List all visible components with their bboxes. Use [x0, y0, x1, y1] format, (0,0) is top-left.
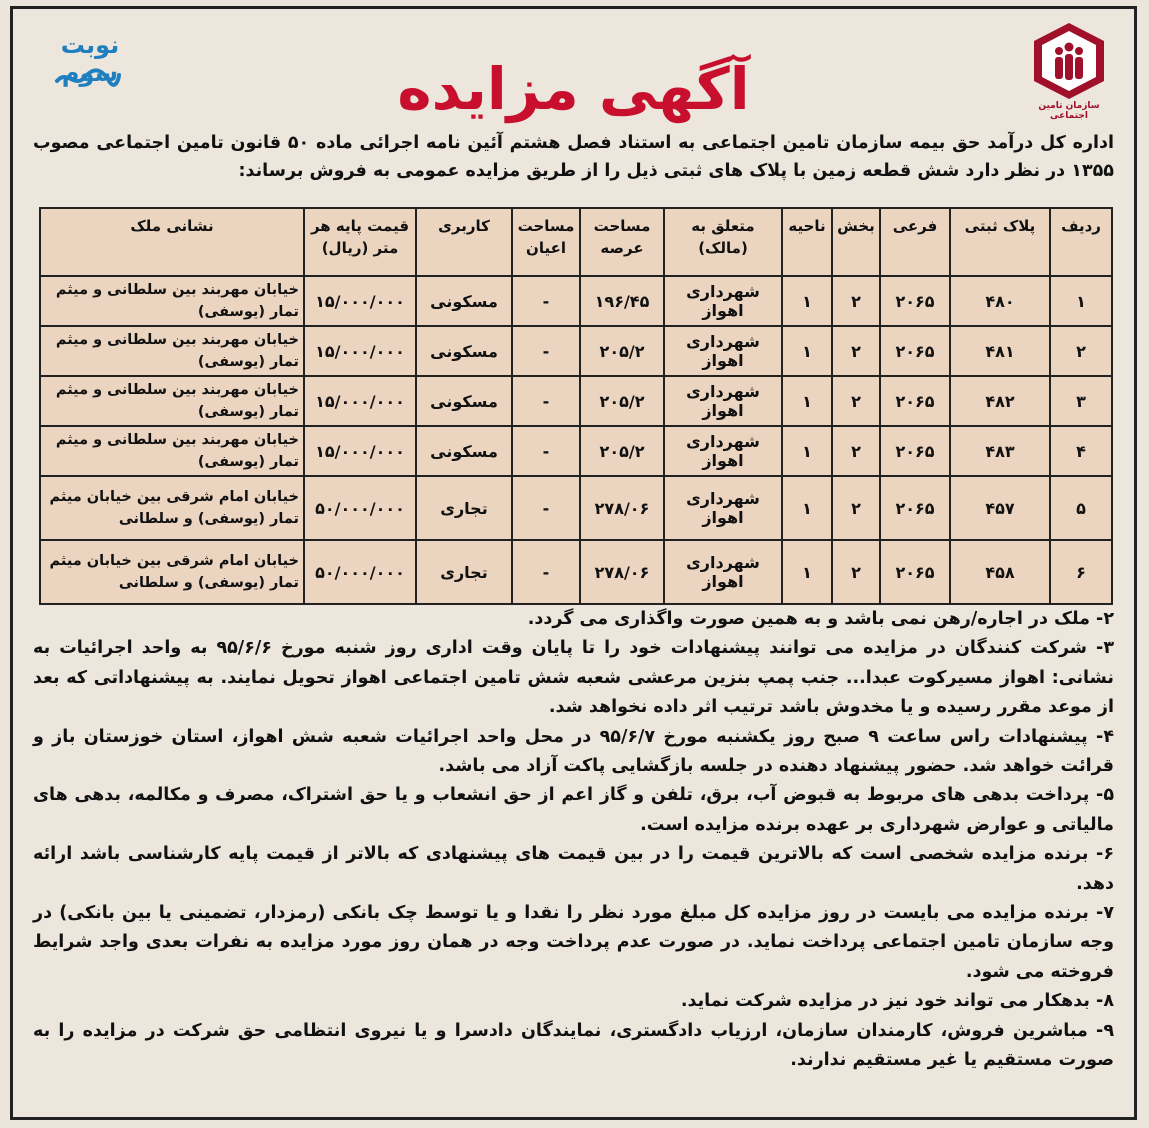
table-row — [40, 376, 1112, 426]
cell-building-area: - — [512, 426, 580, 476]
cell-owner: شهرداری اهواز — [664, 426, 782, 476]
cell-usage: تجاری — [416, 476, 512, 540]
cell-address: خیابان امام شرقی بین خیابان میثم تمار (یوسفی) و سلطانی — [40, 476, 304, 540]
cell-section: ۲ — [832, 476, 880, 540]
cell-usage: مسکونی — [416, 376, 512, 426]
cell-section: ۲ — [832, 426, 880, 476]
ad-page — [10, 6, 1137, 1120]
cell-price: ۱۵/۰۰۰/۰۰۰ — [304, 426, 416, 476]
cell-address: خیابان مهربند بین سلطانی و میثم تمار (یوسفی) — [40, 326, 304, 376]
cell-land-area: ۲۷۸/۰۶ — [580, 476, 664, 540]
cell-row-number: ۶ — [1050, 540, 1112, 604]
cell-usage: مسکونی — [416, 326, 512, 376]
cell-price: ۱۵/۰۰۰/۰۰۰ — [304, 326, 416, 376]
cell-land-area: ۲۷۸/۰۶ — [580, 540, 664, 604]
cell-owner: شهرداری اهواز — [664, 326, 782, 376]
term-item: ۳- شرکت کنندگان در مزایده می توانند پیشنهادات خود را تا پایان وقت اداری روز شنبه مورخ ۹۵/۶/۶ به واحد اجرائیات به نشانی: اهواز مسیرکوت عبدا... جنب پمپ بنزین مرعشی شعبه شش تامین اجتماعی اهواز تحویل نمایند. به پیشنهاداتی که بعد از موعد مقرر رسیده و یا مخدوش باشد ترتیب اثر داده نخواهد شد. — [33, 638, 1114, 718]
cell-building-area: - — [512, 540, 580, 604]
header-building-area: مساحت اعیان — [512, 208, 580, 276]
header-owner: متعلق به (مالک) — [664, 208, 782, 276]
cell-sub: ۲۰۶۵ — [880, 376, 950, 426]
table-row — [40, 426, 1112, 476]
cell-usage: تجاری — [416, 540, 512, 604]
properties-table — [39, 207, 1111, 605]
term-item: ۲- ملک در اجاره/رهن نمی باشد و به همین صورت واگذاری می گردد. — [527, 609, 1114, 629]
cell-sub: ۲۰۶۵ — [880, 276, 950, 326]
cell-district: ۱ — [782, 540, 832, 604]
cell-section: ۲ — [832, 376, 880, 426]
cell-sub: ۲۰۶۵ — [880, 540, 950, 604]
cell-address: خیابان مهربند بین سلطانی و میثم تمار (یوسفی) — [40, 276, 304, 326]
header-row-number: ردیف — [1050, 208, 1112, 276]
organization-logo — [1026, 19, 1112, 121]
cell-plaque: ۴۸۳ — [950, 426, 1050, 476]
header-price: قیمت پایه هر متر (ریال) — [304, 208, 416, 276]
cell-district: ۱ — [782, 326, 832, 376]
cell-building-area: - — [512, 276, 580, 326]
cell-usage: مسکونی — [416, 276, 512, 326]
cell-owner: شهرداری اهواز — [664, 540, 782, 604]
cell-plaque: ۴۵۸ — [950, 540, 1050, 604]
header-address: نشانی ملک — [40, 208, 304, 276]
cell-plaque: ۴۸۱ — [950, 326, 1050, 376]
cell-district: ۱ — [782, 426, 832, 476]
cell-section: ۲ — [832, 276, 880, 326]
cell-row-number: ۳ — [1050, 376, 1112, 426]
table-row — [40, 540, 1112, 604]
cell-price: ۱۵/۰۰۰/۰۰۰ — [304, 376, 416, 426]
cell-address: خیابان مهربند بین سلطانی و میثم تمار (یوسفی) — [40, 376, 304, 426]
term-item: ۵- پرداخت بدهی های مربوط به قبوض آب، برق، تلفن و گاز اعم از حق انشعاب و یا حق اشتراک، مصرف و مکالمه، بدهی های مالیاتی و عوارض شهرداری بر عهده برنده مزایده است. — [33, 785, 1114, 835]
terms-list — [33, 605, 1114, 1076]
cell-sub: ۲۰۶۵ — [880, 426, 950, 476]
term-item: ۹- مباشرین فروش، کارمندان سازمان، ارزیاب دادگستری، نمایندگان دادسرا و یا نیروی انتظامی حق شرکت در مزایده را به صورت مستقیم یا غیر مستقیم ندارند. — [33, 1020, 1114, 1071]
header — [13, 9, 1134, 121]
header-sub: فرعی — [880, 208, 950, 276]
round-label: نوبت سوم — [60, 31, 120, 87]
header-land-area: مساحت عرصه — [580, 208, 664, 276]
cell-price: ۵۰/۰۰۰/۰۰۰ — [304, 476, 416, 540]
table-row — [40, 326, 1112, 376]
cell-row-number: ۲ — [1050, 326, 1112, 376]
cell-land-area: ۲۰۵/۲ — [580, 376, 664, 426]
cell-owner: شهرداری اهواز — [664, 476, 782, 540]
cell-building-area: - — [512, 376, 580, 426]
header-plaque: پلاک ثبتی — [950, 208, 1050, 276]
header-usage: کاربری — [416, 208, 512, 276]
cell-usage: مسکونی — [416, 426, 512, 476]
cell-section: ۲ — [832, 326, 880, 376]
cell-sub: ۲۰۶۵ — [880, 326, 950, 376]
cell-district: ۱ — [782, 276, 832, 326]
table-row — [40, 476, 1112, 540]
cell-plaque: ۴۵۷ — [950, 476, 1050, 540]
cell-price: ۱۵/۰۰۰/۰۰۰ — [304, 276, 416, 326]
cell-land-area: ۲۰۵/۲ — [580, 326, 664, 376]
cell-land-area: ۲۰۵/۲ — [580, 426, 664, 476]
cell-land-area: ۱۹۶/۴۵ — [580, 276, 664, 326]
term-item: ۸- بدهکار می تواند خود نیز در مزایده شرکت نماید. — [680, 991, 1114, 1012]
cell-district: ۱ — [782, 476, 832, 540]
cell-district: ۱ — [782, 376, 832, 426]
cell-sub: ۲۰۶۵ — [880, 476, 950, 540]
cell-address: خیابان امام شرقی بین خیابان میثم تمار (یوسفی) و سلطانی — [40, 540, 304, 604]
cell-address: خیابان مهربند بین سلطانی و میثم تمار (یوسفی) — [40, 426, 304, 476]
cell-owner: شهرداری اهواز — [664, 376, 782, 426]
cell-plaque: ۴۸۰ — [950, 276, 1050, 326]
logo-caption: سازمان تامین اجتماعی — [1038, 101, 1100, 121]
term-item: ۴- پیشنهادات راس ساعت ۹ صبح روز یکشنبه مورخ ۹۵/۶/۷ در محل واحد اجرائیات شعبه شش اهواز، استان خوزستان باز و قرائت خواهد شد. حضور پیشنهاد دهنده در جلسه بازگشایی پاکت آزاد می باشد. — [33, 726, 1114, 777]
term-item: ۷- برنده مزایده می بایست در روز مزایده کل مبلغ مورد نظر را نقدا و یا توسط چک بانکی (رمزدار، تضمینی یا بین بانکی) در وجه سازمان تامین اجتماعی پرداخت نماید. در صورت عدم پرداخت وجه در همان روز مورد مزایده به نفرات بعدی واجد شرایط فروخته می شود. — [33, 903, 1114, 982]
cell-row-number: ۵ — [1050, 476, 1112, 540]
cell-plaque: ۴۸۲ — [950, 376, 1050, 426]
table-header-row — [40, 208, 1112, 276]
intro-paragraph: اداره کل درآمد حق بیمه سازمان تامین اجتماعی به استناد فصل هشتم آئین نامه اجرائی ماده ۵۰ قانون تامین اجتماعی مصوب ۱۳۵۵ در نظر دارد شش قطعه زمین با پلاک های ثبتی ذیل را از طریق مزایده عمومی به فروش برساند: — [33, 133, 1114, 181]
cell-row-number: ۴ — [1050, 426, 1112, 476]
cell-building-area: - — [512, 476, 580, 540]
term-item: ۶- برنده مزایده شخصی است که بالاترین قیمت را در بین قیمت های پیشنهادی که بالاتر از قیمت پایه کارشناسی باشد ارائه دهد. — [33, 844, 1114, 894]
cell-row-number: ۱ — [1050, 276, 1112, 326]
cell-price: ۵۰/۰۰۰/۰۰۰ — [304, 540, 416, 604]
cell-section: ۲ — [832, 540, 880, 604]
cell-building-area: - — [512, 326, 580, 376]
header-district: ناحیه — [782, 208, 832, 276]
cell-owner: شهرداری اهواز — [664, 276, 782, 326]
header-section: بخش — [832, 208, 880, 276]
page-title: آگهی مزایده — [397, 55, 750, 123]
table-row — [40, 276, 1112, 326]
